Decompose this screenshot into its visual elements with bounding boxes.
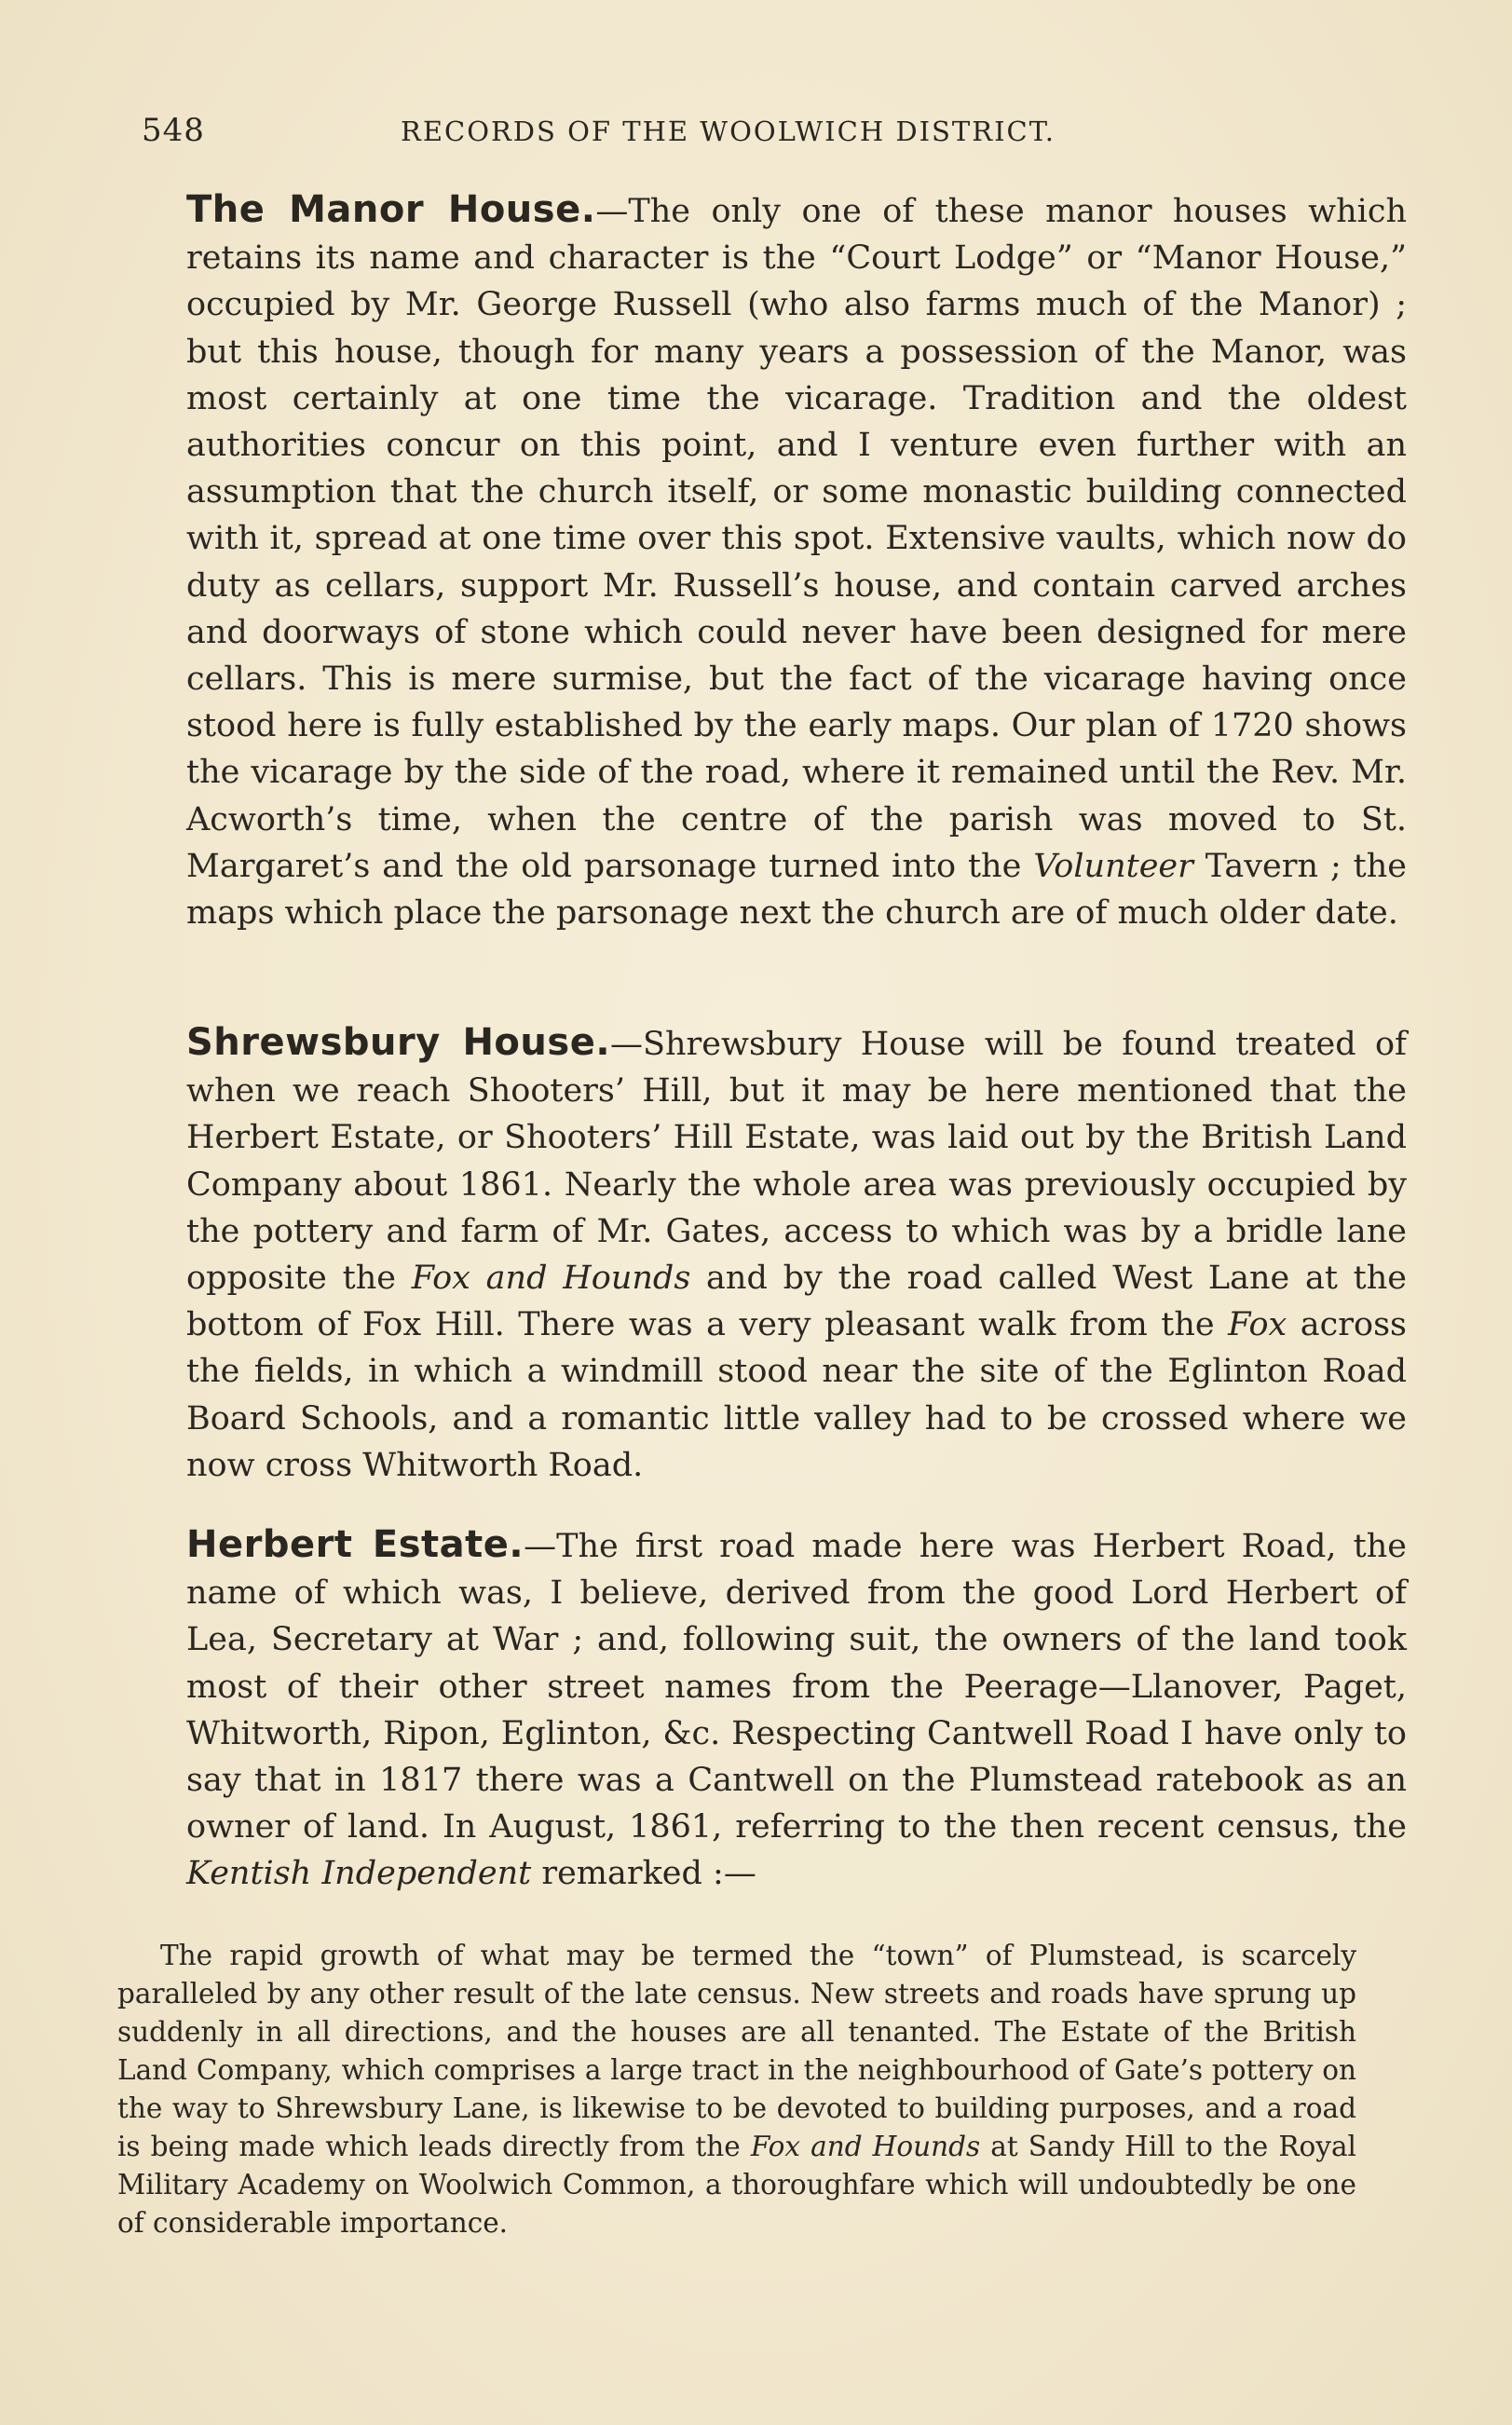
manor-house-text-end: Tavern ; the maps which place the parsonage next the church are of much older date. <box>186 847 1407 933</box>
shrewsbury-text-1: —Shrewsbury House will be found treated of when we reach Shooters’ Hill, but it may be here mentioned that the Herbert Estate, or Shooters’ Hill Estate, was laid out by the British Land Company about 1861. Nearly the whole area was previously occupied by the pottery and farm of Mr. Gates, access to which was by a bridle lane opposite the <box>186 1026 1407 1298</box>
quote-text-2: at Sandy Hill to the Royal Military Academy on Woolwich Common, a thoroughfare which will undoubtedly be one of considerable importance. <box>117 2131 1356 2239</box>
fox-and-hounds-name: Fox and Hounds <box>411 1260 691 1298</box>
herbert-text-1: —The first road made here was Herbert Road, the name of which was, I believe, derived from the good Lord Herbert of Lea, Secretary at War ; and, following suit, the owners of the land took most of their other street names from the Peerage—Llanover, Paget, Whitworth, Ripon, Eglinton, &c. Respecting Cantwell Road I have only to say that in 1817 there was a Cantwell on the Plumstead ratebook as an owner of land. In August, 1861, referring to the then recent census, the <box>186 1528 1407 1846</box>
volunteer-tavern-name: Volunteer <box>1033 847 1193 885</box>
kentish-independent-name: Kentish Independent <box>186 1855 532 1893</box>
page-number: 548 <box>142 112 205 149</box>
manor-house-text: —The only one of these manor houses which retains its name and character is the “Court Lodge” or “Manor House,” occupied by Mr. George Russell (who also farms much of the Manor) ; but this house, though for many years a possession of the Manor, was most certainly at one time the vicarage. Tradition and the oldest authorities concur on this point, and I venture even further with an assumption that the church itself, or some monastic building connected with it, spread at one time over this spot. Extensive vaults, which now do duty as cellars, support Mr. Russell’s house, and contain carved arches and doorways of stone which could never have been designed for mere cellars. This is mere surmise, but the fact of the vicarage having once stood here is fully established by the early maps. Our plan of 1720 shows the vicarage by the side of the road, where it remained until the Rev. Mr. Acworth’s time, when the centre of the parish was moved to St. Margaret’s and the old parsonage turned into the <box>186 193 1407 885</box>
herbert-estate-paragraph <box>142 1521 1407 1898</box>
shrewsbury-text-3: across the fields, in which a windmill stood near the site of the Eglinton Road Board Schools, and a romantic little valley had to be crossed where we now cross Whitworth Road. <box>186 1306 1407 1484</box>
newspaper-quotation <box>117 1937 1356 2242</box>
quote-text-1: The rapid growth of what may be termed the “town” of Plumstead, is scarcely paralleled by any other result of the late census. New streets and roads have sprung up suddenly in all directions, and the houses are all tenanted. The Estate of the British Land Company, which comprises a large tract in the neighbourhood of Gate’s pottery on the way to Shrewsbury Lane, is likewise to be devoted to building purposes, and a road is being made which leads directly from the <box>117 1940 1356 2162</box>
manor-house-heading: The Manor House. <box>186 188 596 231</box>
shrewsbury-text-2: and by the road called West Lane at the bottom of Fox Hill. There was a very pleasant walk from the <box>186 1260 1407 1344</box>
herbert-estate-heading: Herbert Estate. <box>186 1523 524 1566</box>
shrewsbury-house-heading: Shrewsbury House. <box>186 1021 611 1064</box>
herbert-text-2: remarked :— <box>531 1855 756 1893</box>
fox-name: Fox <box>1228 1306 1287 1344</box>
manor-house-paragraph <box>142 186 1407 936</box>
running-title: RECORDS OF THE WOOLWICH DISTRICT. <box>401 116 1056 147</box>
running-head <box>142 112 1371 158</box>
quote-fox-and-hounds-name: Fox and Hounds <box>750 2131 981 2162</box>
shrewsbury-house-paragraph <box>142 1019 1407 1489</box>
